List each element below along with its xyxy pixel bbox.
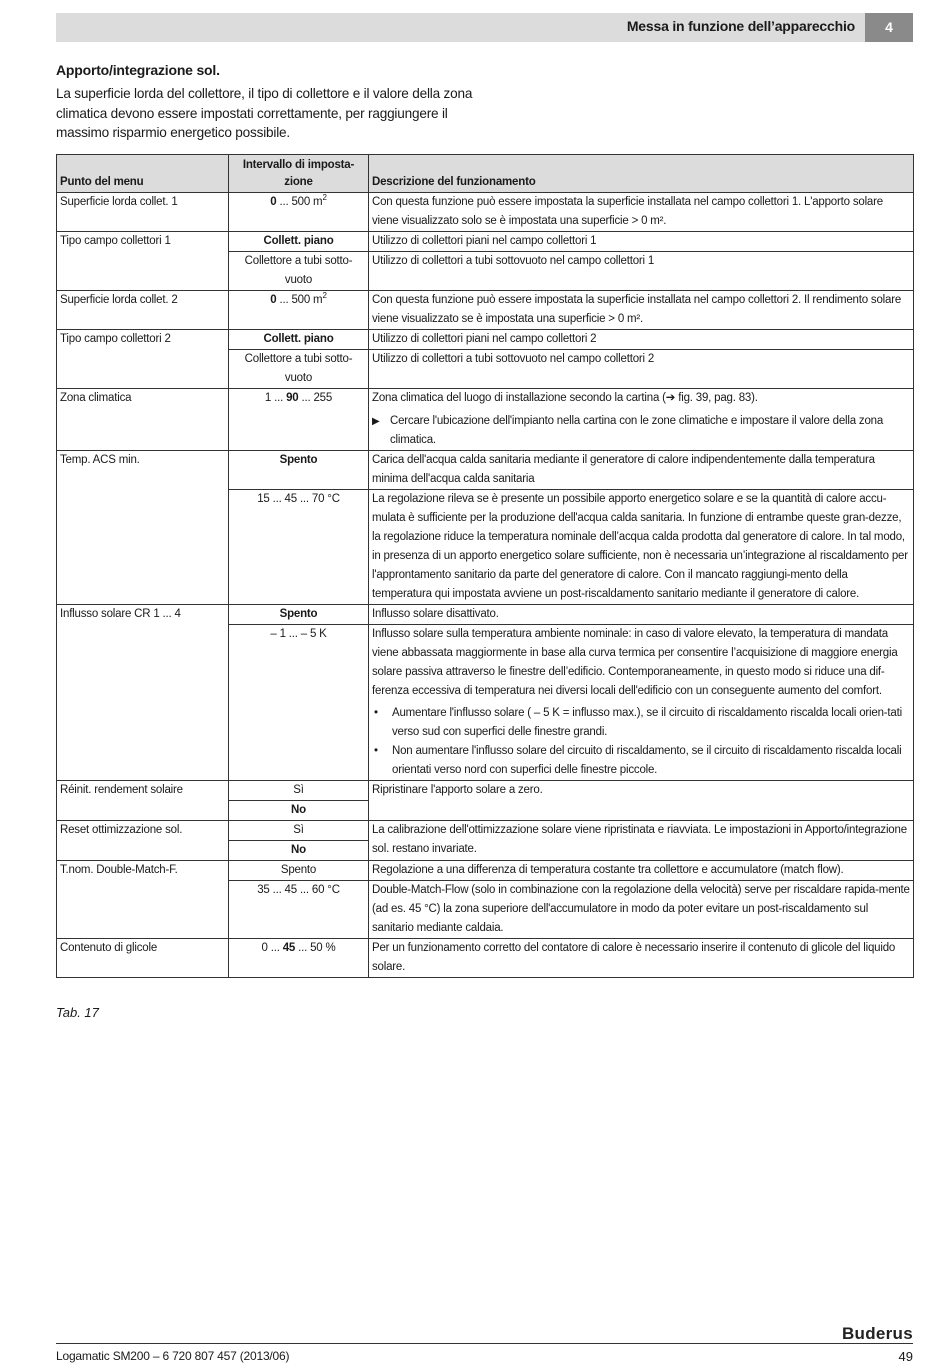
- table-row: [57, 861, 914, 881]
- table-row: [57, 939, 914, 978]
- range-cell: Spento: [229, 451, 369, 490]
- instruction-text: Cercare l'ubicazione dell'impianto nella cartina con le zone climatiche e impostare il valore della zona climatica.: [390, 415, 884, 446]
- table-row: [57, 389, 914, 451]
- column-header-range: Intervallo di imposta-zione: [229, 155, 369, 193]
- menu-cell: Superficie lorda collet. 1: [57, 193, 229, 232]
- table-row: [57, 193, 914, 232]
- menu-cell: Tipo campo collettori 1: [57, 232, 229, 291]
- arrow-marker-icon: ▶: [372, 416, 380, 427]
- range-cell: – 1 ... – 5 K: [229, 625, 369, 781]
- description-cell: Per un funzionamento corretto del contatore di calore è necessario inserire il contenuto di glicole del liquido solare.: [369, 939, 914, 978]
- table-row: [57, 821, 914, 841]
- bullet-icon: •: [374, 707, 378, 719]
- bullet-icon: •: [374, 745, 378, 757]
- page-number: 49: [898, 1349, 913, 1364]
- bullet-item: [372, 742, 910, 780]
- table-row: [57, 451, 914, 490]
- menu-cell: Réinit. rendement solaire: [57, 781, 229, 821]
- table-row: [57, 330, 914, 350]
- range-text: ... 500 m: [276, 294, 323, 306]
- range-cell: Spento: [229, 861, 369, 881]
- range-default: 0: [270, 294, 277, 306]
- range-cell: Collettore a tubi sotto-vuoto: [229, 252, 369, 291]
- menu-cell: Zona climatica: [57, 389, 229, 451]
- range-cell: 15 ... 45 ... 70 °C: [229, 490, 369, 605]
- range-cell: [229, 939, 369, 978]
- column-header-description: Descrizione del funzionamento: [369, 155, 914, 193]
- header-title: Messa in funzione dell’apparecchio: [626, 18, 855, 34]
- range-cell: [229, 291, 369, 330]
- chapter-number: 4: [865, 13, 913, 42]
- description-cell: Influsso solare disattivato.: [369, 605, 914, 625]
- range-cell: Spento: [229, 605, 369, 625]
- instruction-step: [372, 412, 910, 450]
- range-text: ... 50 %: [295, 942, 336, 954]
- header-bar: [56, 13, 865, 42]
- table-caption: Tab. 17: [56, 1005, 99, 1020]
- footer-divider: [56, 1343, 913, 1344]
- menu-cell: Tipo campo collettori 2: [57, 330, 229, 389]
- table-row: [57, 232, 914, 252]
- buderus-logo: Buderus: [841, 1324, 913, 1343]
- table-row: [57, 291, 914, 330]
- range-default: 90: [286, 392, 299, 404]
- description-text: Zona climatica del luogo di installazione secondo la cartina (➔ fig. 39, pag. 83).: [372, 392, 758, 404]
- menu-cell: Influsso solare CR 1 ... 4: [57, 605, 229, 781]
- menu-cell: Reset ottimizzazione sol.: [57, 821, 229, 861]
- description-cell: Double-Match-Flow (solo in combinazione con la regolazione della velocità) serve per riscaldare rapida-mente (ad es. 45 °C) la zona superiore dell'accumulatore in modo da poter evitare un post-riscaldamento sul sanitario mediante caldaia.: [369, 881, 914, 939]
- table-row: [57, 781, 914, 801]
- description-cell: Utilizzo di collettori a tubi sottovuoto nel campo collettori 1: [369, 252, 914, 291]
- range-text: ... 500 m: [276, 196, 323, 208]
- footer-document-id: Logamatic SM200 – 6 720 807 457 (2013/06): [56, 1349, 290, 1363]
- bullet-item: [372, 704, 910, 742]
- settings-table: [56, 154, 914, 978]
- section-heading: Apporto/integrazione sol.: [56, 62, 220, 78]
- range-cell: Collettore a tubi sotto-vuoto: [229, 350, 369, 389]
- range-text: 0 ...: [261, 942, 283, 954]
- range-cell: 35 ... 45 ... 60 °C: [229, 881, 369, 939]
- range-cell: Collett. piano: [229, 232, 369, 252]
- range-text: ... 255: [298, 392, 333, 404]
- table-header-row: [57, 155, 914, 193]
- description-cell: Utilizzo di collettori a tubi sottovuoto nel campo collettori 2: [369, 350, 914, 389]
- range-cell: No: [229, 841, 369, 861]
- menu-cell: Superficie lorda collet. 2: [57, 291, 229, 330]
- description-cell: Utilizzo di collettori piani nel campo collettori 2: [369, 330, 914, 350]
- range-default: 45: [282, 942, 296, 954]
- range-cell: Collett. piano: [229, 330, 369, 350]
- range-cell: No: [229, 801, 369, 821]
- description-cell: Carica dell'acqua calda sanitaria mediante il generatore di calore indipendentemente dalla temperatura minima dell'acqua calda sanitaria: [369, 451, 914, 490]
- menu-cell: Temp. ACS min.: [57, 451, 229, 605]
- description-cell: Utilizzo di collettori piani nel campo collettori 1: [369, 232, 914, 252]
- column-header-menu: Punto del menu: [57, 155, 229, 193]
- description-cell: Ripristinare l'apporto solare a zero.: [369, 781, 914, 821]
- table-row: [57, 605, 914, 625]
- bullet-text: Non aumentare l'influsso solare del circuito di riscaldamento, se il circuito di riscaldamento riscalda locali orientati verso nord con superfici delle finestre piccole.: [392, 745, 902, 776]
- description-cell: La regolazione rileva se è presente un possibile apporto energetico solare e se la quantità di calore accu-mulata è sufficiente per la produzione dell'acqua calda sanitaria. In funzione di entrambe queste gran-dezze, la regolazione riduce la temperatura nominale dell’acqua calda prodotta dal generatore di calore. In tal modo, in presenza di un apporto energetico solare sufficiente, non è necessaria un’integrazione al riscaldamento per l'approntamento sanitario da parte del generatore di calore. Con il mancato raggiungi-mento della temperatura qui impostata avviene un post-riscaldamento sanitario mediante il generatore di calore.: [369, 490, 914, 605]
- intro-paragraph: La superficie lorda del collettore, il tipo di collettore e il valore della zona climatica devono essere impostati correttamente, per raggiungere il massimo risparmio energetico possibile.: [56, 86, 473, 140]
- range-cell: [229, 389, 369, 451]
- range-superscript: 2: [322, 193, 327, 203]
- description-cell: La calibrazione dell'ottimizzazione solare viene ripristinata e riavviata. Le impostazioni in Apporto/integrazione sol. restano invariate.: [369, 821, 914, 861]
- description-cell: Con questa funzione può essere impostata la superficie installata nel campo collettori 2. Il rendimento solare viene visualizzato se è impostata una superficie > 0 m².: [369, 291, 914, 330]
- menu-cell: Contenuto di glicole: [57, 939, 229, 978]
- range-default: 0: [270, 196, 277, 208]
- range-cell: [229, 193, 369, 232]
- range-cell: Sì: [229, 821, 369, 841]
- range-text: 1 ...: [264, 392, 287, 404]
- menu-cell: T.nom. Double-Match-F.: [57, 861, 229, 939]
- description-cell: [369, 389, 914, 451]
- description-cell: Regolazione a una differenza di temperatura costante tra collettore e accumulatore (match flow).: [369, 861, 914, 881]
- range-superscript: 2: [322, 291, 327, 301]
- bullet-text: Aumentare l'influsso solare ( – 5 K = influsso max.), se il circuito di riscaldamento riscalda locali orien-tati verso sud con superfici delle finestre grandi.: [392, 707, 902, 738]
- description-text: Influsso solare sulla temperatura ambiente nominale: in caso di valore elevato, la temperatura di mandata viene abbassata maggiormente in base alla curva termica per consentire l’acquisizione di maggiore energia solare passiva attraverso le finestre dell’edificio. Contemporaneamente, in questo modo si riduce una dif-ferenza eccessiva di temperatura nei diversi locali dell'edificio con un conseguente aumento del comfort.: [372, 628, 898, 697]
- description-cell: Con questa funzione può essere impostata la superficie installata nel campo collettori 1. L'apporto solare viene visualizzato solo se è impostata una superficie > 0 m².: [369, 193, 914, 232]
- range-cell: Sì: [229, 781, 369, 801]
- description-cell: [369, 625, 914, 781]
